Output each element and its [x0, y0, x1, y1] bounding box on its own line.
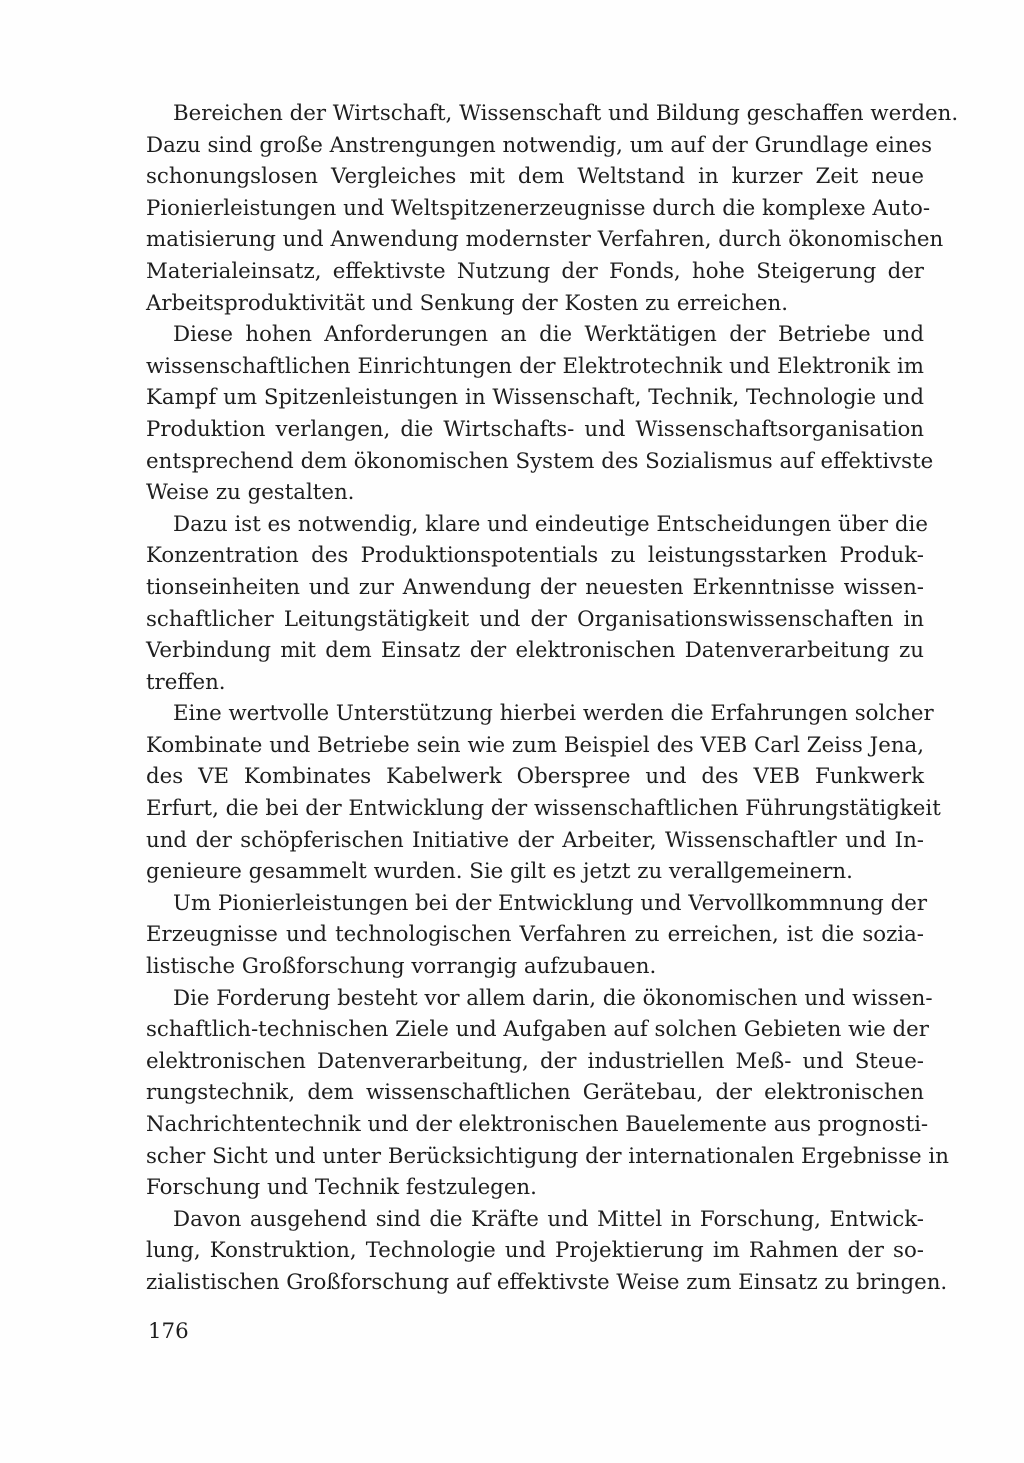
text-line: Erzeugnisse und technologischen Verfahren zu erreichen, ist die sozia- [146, 922, 924, 948]
text-line: genieure gesammelt wurden. Sie gilt es jetzt zu verallgemeinern. [146, 859, 853, 885]
text-line: Eine wertvolle Unterstützung hierbei werden die Erfahrungen solcher [173, 701, 934, 727]
text-line: treffen. [146, 669, 226, 695]
text-line: Arbeitsproduktivität und Senkung der Kosten zu erreichen. [146, 290, 789, 316]
text-line: zialistischen Großforschung auf effektivste Weise zum Einsatz zu bringen. [146, 1269, 948, 1295]
text-line: Nachrichtentechnik und der elektronischen Bauelemente aus prognosti- [146, 1112, 929, 1137]
text-line: Kombinate und Betriebe sein wie zum Beispiel des VEB Carl Zeiss Jena, [146, 732, 924, 758]
text-line: lung, Konstruktion, Technologie und Projektierung im Rahmen der so- [146, 1238, 924, 1264]
text-line: Um Pionierleistungen bei der Entwicklung und Vervollkommnung der [173, 890, 928, 916]
text-line: schonungslosen Vergleiches mit dem Weltstand in kurzer Zeit neue [146, 164, 924, 190]
text-line: des VE Kombinates Kabelwerk Oberspree und des VEB Funkwerk [146, 764, 924, 790]
text-line: Davon ausgehend sind die Kräfte und Mittel in Forschung, Entwick- [173, 1206, 924, 1232]
paragraph [146, 319, 934, 509]
paragraph [146, 698, 941, 888]
text-line: Bereichen der Wirtschaft, Wissenschaft und Bildung geschaffen werden. [173, 101, 959, 126]
text-line: Verbindung mit dem Einsatz der elektronischen Datenverarbeitung zu [146, 638, 924, 664]
text-line: Die Forderung besteht vor allem darin, die ökonomischen und wissen- [173, 985, 933, 1011]
text-line: Forschung und Technik festzulegen. [146, 1175, 537, 1201]
text-line: Pionierleistungen und Weltspitzenerzeugnisse durch die komplexe Auto- [146, 195, 931, 221]
paragraph [146, 983, 949, 1204]
text-line: und der schöpferischen Initiative der Arbeiter, Wissenschaftler und In- [146, 827, 924, 853]
paragraph [146, 509, 928, 699]
text-line: Dazu sind große Anstrengungen notwendig, um auf der Grundlage eines [146, 132, 933, 158]
text-line: matisierung und Anwendung modernster Verfahren, durch ökonomischen [146, 227, 944, 253]
paragraph [146, 98, 959, 319]
text-line: Kampf um Spitzenleistungen in Wissenschaft, Technik, Technologie und [146, 385, 924, 411]
text-line: Produktion verlangen, die Wirtschafts- und Wissenschaftsorganisation [146, 416, 924, 442]
text-line: Materialeinsatz, effektivste Nutzung der Fonds, hohe Steigerung der [146, 258, 924, 284]
text-line: Weise zu gestalten. [146, 480, 355, 506]
text-line: Diese hohen Anforderungen an die Werktätigen der Betriebe und [173, 322, 924, 348]
text-line: schaftlicher Leitungstätigkeit und der Organisationswissenschaften in [146, 606, 924, 632]
text-line: entsprechend dem ökonomischen System des Sozialismus auf effektivste [146, 448, 934, 474]
paragraph [146, 888, 928, 983]
text-line: wissenschaftlichen Einrichtungen der Elektrotechnik und Elektronik im [146, 353, 924, 379]
text-line: elektronischen Datenverarbeitung, der industriellen Meß- und Steue- [146, 1048, 924, 1074]
text-line: scher Sicht und unter Berücksichtigung der internationalen Ergebnisse in [146, 1143, 949, 1169]
text-line: rungstechnik, dem wissenschaftlichen Gerätebau, der elektronischen [146, 1080, 924, 1106]
text-line: tionseinheiten und zur Anwendung der neuesten Erkenntnisse wissen- [146, 574, 924, 600]
text-line: schaftlich-technischen Ziele und Aufgaben auf solchen Gebieten wie der [146, 1017, 929, 1043]
paragraph [146, 1204, 948, 1299]
page-number: 176 [148, 1319, 189, 1344]
text-line: listische Großforschung vorrangig aufzubauen. [146, 954, 657, 980]
text-line: Konzentration des Produktionspotentials zu leistungsstarken Produk- [146, 543, 924, 569]
body-text [146, 98, 959, 1299]
text-line: Erfurt, die bei der Entwicklung der wissenschaftlichen Führungstätigkeit [146, 796, 941, 822]
text-line: Dazu ist es notwendig, klare und eindeutige Entscheidungen über die [173, 511, 928, 537]
